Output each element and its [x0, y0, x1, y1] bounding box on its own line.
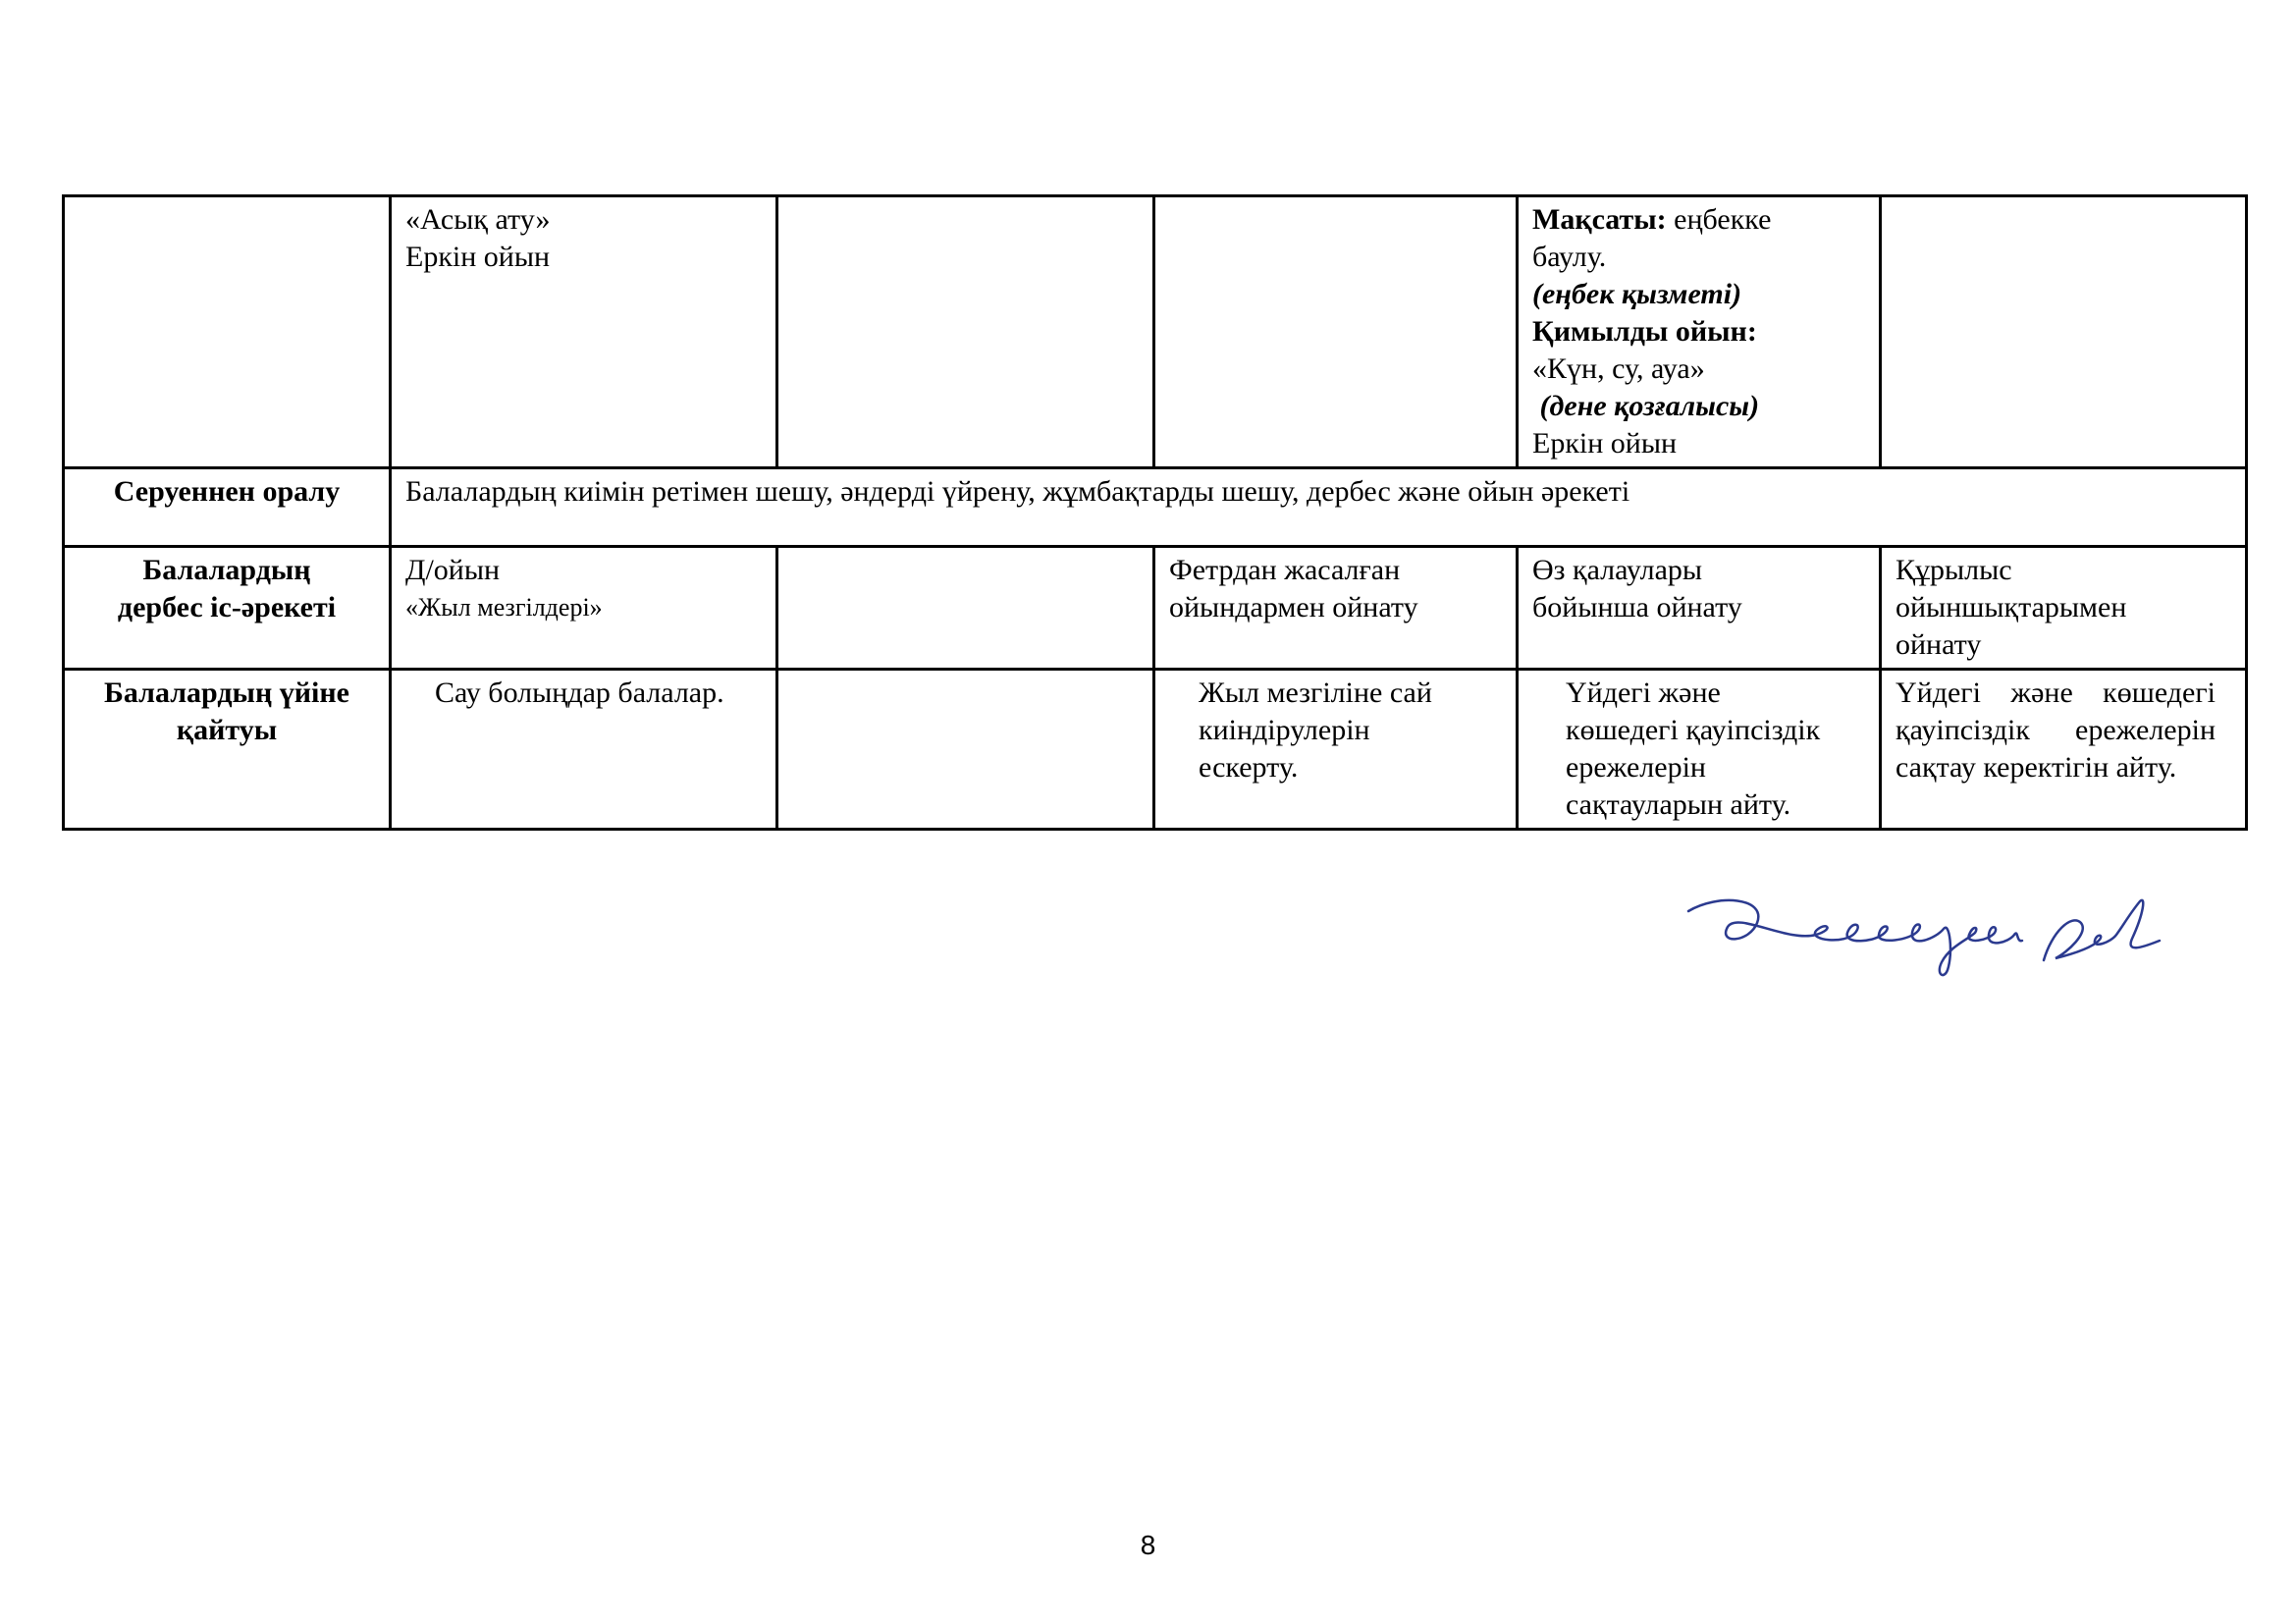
row3-col2-cell [777, 547, 1154, 670]
cell-line: көшедегі қауіпсіздік [1566, 714, 1821, 746]
row3-col5-cell [1881, 547, 2247, 670]
movement-activity: (дене қозғалысы) [1532, 390, 1760, 422]
row1-col4-cell [1518, 196, 1881, 468]
mobile-game-label: Қимылды ойын: [1532, 315, 1757, 348]
table-row [64, 196, 2247, 468]
row4-col1-cell: Сау болыңдар балалар. [391, 670, 777, 830]
free-game: Еркін ойын [1532, 427, 1678, 460]
label-line: қайтуы [176, 714, 278, 746]
label-line: Балалардың [142, 554, 311, 586]
cell-line: бойынша ойнату [1532, 591, 1742, 623]
signature [1679, 884, 2189, 992]
row4-col5-cell: Үйдегі және көшедегі қауіпсіздік ережелерін сақтау керектігін айту. [1881, 670, 2247, 830]
cell-line: «Жыл мезгілдері» [405, 593, 603, 622]
game-name: «Күн, су, ауа» [1532, 352, 1705, 385]
cell-line: Д/ойын [405, 554, 501, 586]
page-number: 8 [1140, 1530, 1156, 1560]
schedule-table [62, 194, 2248, 831]
cell-line: ойыншықтарымен [1896, 591, 2127, 623]
table-row [64, 547, 2247, 670]
row-label [64, 670, 391, 830]
row4-col2-cell [777, 670, 1154, 830]
row1-col1-cell [391, 196, 777, 468]
cell-line: Үйдегі және [1566, 677, 1721, 709]
return-walk-text: Балалардың киімін ретімен шешу, әндерді үйрену, жұмбақтарды шешу, дербес және ойын әрекеті [391, 468, 2247, 547]
table-row [64, 670, 2247, 830]
goal-text-2: баулу. [1532, 241, 1607, 273]
row3-col1-cell [391, 547, 777, 670]
cell-line: Өз қалаулары [1532, 554, 1703, 586]
row-label: Серуеннен оралу [64, 468, 391, 547]
cell-line: Фетрдан жасалған [1169, 554, 1401, 586]
signature-stroke [2044, 900, 2160, 960]
row4-col4-cell [1518, 670, 1881, 830]
cell-line: «Асық ату» [405, 203, 551, 236]
row4-col3-cell [1154, 670, 1518, 830]
row1-col2-cell [777, 196, 1154, 468]
table-row [64, 468, 2247, 547]
cell-line: сақтауларын айту. [1566, 788, 1791, 821]
label-line: Балалардың үйіне [104, 677, 349, 709]
goal-label: Мақсаты: [1532, 203, 1667, 236]
labor-activity: (еңбек қызметі) [1532, 278, 1742, 310]
row1-col5-cell [1881, 196, 2247, 468]
cell-line: ойындармен ойнату [1169, 591, 1418, 623]
row-label [64, 547, 391, 670]
cell-line: Жыл мезгіліне сай [1199, 677, 1432, 709]
cell-line: ескерту. [1199, 751, 1299, 784]
goal-text: еңбекке [1666, 203, 1772, 236]
cell-line: киіндірулерін [1199, 714, 1370, 746]
cell-line: Еркін ойын [405, 241, 551, 273]
row1-label-cell [64, 196, 391, 468]
goal-line [1532, 201, 1865, 239]
row3-col4-cell [1518, 547, 1881, 670]
row3-col3-cell [1154, 547, 1518, 670]
label-line: дербес іс-әрекеті [117, 591, 337, 623]
signature-stroke [1688, 900, 2022, 975]
row1-col3-cell [1154, 196, 1518, 468]
cell-line: ойнату [1896, 628, 1982, 661]
cell-line: ережелерін [1566, 751, 1706, 784]
cell-line: Құрылыс [1896, 554, 2012, 586]
